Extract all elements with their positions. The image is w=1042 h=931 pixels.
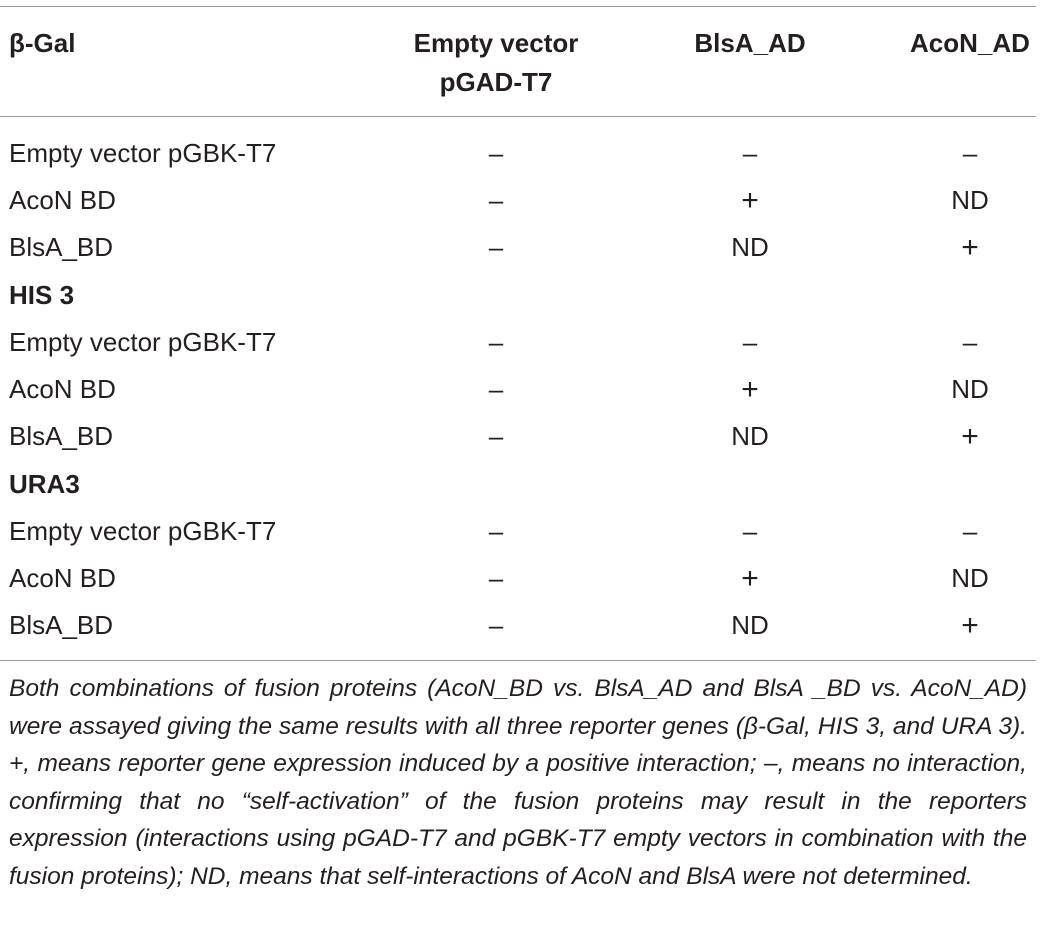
row-label: AcoN BD [9, 374, 116, 404]
cell-blsa-ad: ND [731, 610, 769, 640]
section-title-row [0, 461, 1036, 508]
row-label: BlsA_BD [9, 421, 114, 451]
table-header-row [0, 24, 1036, 104]
cell-acon-ad: + [961, 231, 979, 264]
cell-acon-ad: ND [951, 563, 989, 593]
header-empty-vector-line2: pGAD-T7 [439, 67, 553, 97]
cell-acon-ad: – [962, 327, 978, 357]
section-title-row [0, 272, 1036, 319]
table-row [0, 177, 1036, 224]
row-label: BlsA_BD [9, 232, 114, 262]
cell-blsa-ad: – [742, 516, 758, 546]
table-row [0, 224, 1036, 271]
cell-pgad: – [488, 563, 504, 593]
header-empty-vector-line1: Empty vector [413, 28, 579, 58]
cell-blsa-ad: + [741, 562, 759, 595]
cell-pgad: – [488, 327, 504, 357]
table-header-rule [0, 116, 1036, 117]
header-beta-gal: β-Gal [9, 28, 76, 58]
row-label: AcoN BD [9, 185, 116, 215]
section-title-his3: HIS 3 [9, 280, 75, 310]
header-blsa-ad: BlsA_AD [694, 28, 806, 58]
cell-acon-ad: ND [951, 185, 989, 215]
table-row [0, 413, 1036, 460]
row-label: BlsA_BD [9, 610, 114, 640]
table-row [0, 130, 1036, 177]
cell-blsa-ad: – [742, 327, 758, 357]
cell-pgad: – [488, 185, 504, 215]
cell-pgad: – [488, 421, 504, 451]
cell-pgad: – [488, 374, 504, 404]
cell-blsa-ad: + [741, 373, 759, 406]
cell-blsa-ad: ND [731, 232, 769, 262]
row-label: Empty vector pGBK-T7 [9, 516, 277, 546]
cell-acon-ad: – [962, 138, 978, 168]
table-row [0, 319, 1036, 366]
cell-blsa-ad: ND [731, 421, 769, 451]
cell-pgad: – [488, 138, 504, 168]
table-row [0, 508, 1036, 555]
section-title-ura3: URA3 [9, 469, 80, 499]
table-bottom-rule [0, 660, 1036, 661]
table-row [0, 602, 1036, 649]
cell-acon-ad: ND [951, 374, 989, 404]
cell-blsa-ad: – [742, 138, 758, 168]
row-label: Empty vector pGBK-T7 [9, 138, 277, 168]
table-footnote: Both combinations of fusion proteins (AcoN_BD vs. BlsA_AD and BlsA _BD vs. AcoN_AD) were assayed giving the same results with all three reporter genes (β-Gal, HIS 3, and URA 3). +, means reporter gene expression induced by a positive interaction; –, means no interaction, confirming that no “self-activation” of the fusion proteins may result in the reporters expression (interactions using pGAD-T7 and pGBK-T7 empty vectors in combination with the fusion proteins); ND, means that self-interactions of AcoN and BlsA were not determined. [9, 675, 1027, 890]
row-label: Empty vector pGBK-T7 [9, 327, 277, 357]
cell-acon-ad: – [962, 516, 978, 546]
cell-pgad: – [488, 610, 504, 640]
cell-acon-ad: + [961, 609, 979, 642]
cell-blsa-ad: + [741, 184, 759, 217]
table-row [0, 366, 1036, 413]
cell-pgad: – [488, 232, 504, 262]
table-top-rule [0, 6, 1036, 7]
header-acon-ad: AcoN_AD [910, 28, 1030, 58]
cell-pgad: – [488, 516, 504, 546]
header-empty-vector-pgad [380, 24, 612, 102]
table-row [0, 555, 1036, 602]
cell-acon-ad: + [961, 420, 979, 453]
row-label: AcoN BD [9, 563, 116, 593]
